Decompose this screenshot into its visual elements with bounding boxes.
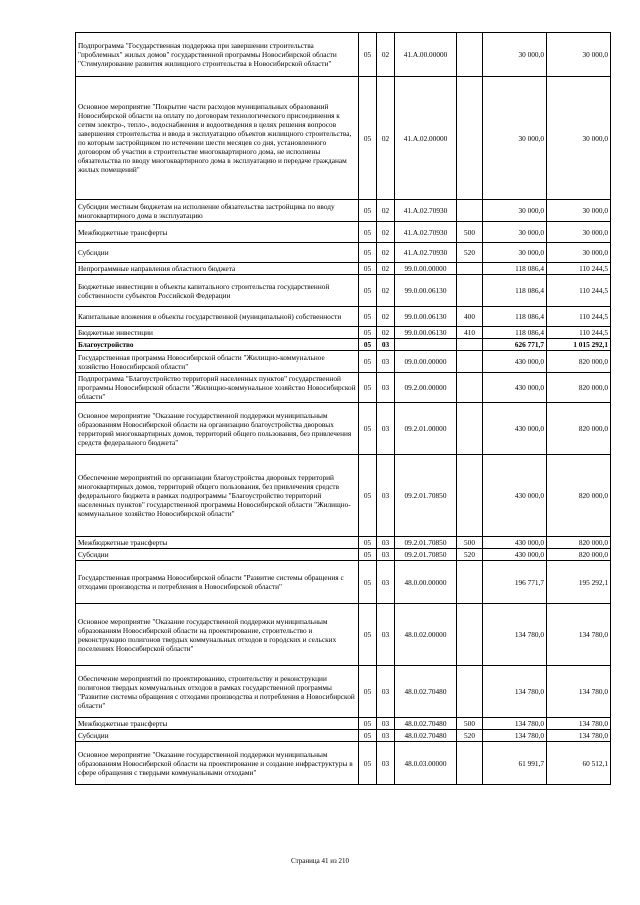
row-amount-year-1: 118 086,4 (483, 263, 547, 275)
row-expense-type (457, 351, 483, 373)
row-expense-type: 520 (457, 730, 483, 742)
row-section: 05 (359, 455, 377, 537)
row-target-article: 48.0.02.00000 (395, 604, 457, 666)
row-section: 05 (359, 263, 377, 275)
row-section: 05 (359, 604, 377, 666)
row-amount-year-2: 134 780,0 (547, 666, 611, 718)
row-target-article: 99.0.00.06130 (395, 307, 457, 327)
row-amount-year-2: 195 292,1 (547, 561, 611, 604)
row-subsection: 03 (377, 339, 395, 351)
table-row (76, 403, 611, 455)
row-name: Бюджетные инвестиции (76, 327, 359, 339)
row-expense-type (457, 200, 483, 222)
row-name: Межбюджетные трансферты (76, 222, 359, 243)
page-number: Страница 41 из 210 (291, 857, 349, 865)
row-subsection: 03 (377, 742, 395, 785)
row-name: Непрограммные направления областного бюджета (76, 263, 359, 275)
row-amount-year-2: 820 000,0 (547, 537, 611, 549)
row-amount-year-1: 30 000,0 (483, 222, 547, 243)
row-expense-type: 500 (457, 222, 483, 243)
row-target-article: 99.0.00.06130 (395, 327, 457, 339)
row-subsection: 02 (377, 77, 395, 200)
row-expense-type (457, 561, 483, 604)
row-section: 05 (359, 666, 377, 718)
table-row (76, 561, 611, 604)
row-expense-type (457, 339, 483, 351)
row-amount-year-1: 430 000,0 (483, 373, 547, 403)
row-target-article: 09.0.00.00000 (395, 351, 457, 373)
row-expense-type: 410 (457, 327, 483, 339)
row-expense-type (457, 263, 483, 275)
row-section: 05 (359, 718, 377, 730)
table-row (76, 339, 611, 351)
row-amount-year-1: 430 000,0 (483, 455, 547, 537)
row-section: 05 (359, 327, 377, 339)
row-amount-year-1: 430 000,0 (483, 537, 547, 549)
row-subsection: 02 (377, 307, 395, 327)
row-expense-type (457, 742, 483, 785)
row-expense-type (457, 604, 483, 666)
row-amount-year-1: 30 000,0 (483, 77, 547, 200)
row-expense-type (457, 455, 483, 537)
row-expense-type (457, 33, 483, 77)
row-amount-year-1: 118 086,4 (483, 307, 547, 327)
row-expense-type (457, 275, 483, 307)
row-expense-type (457, 77, 483, 200)
row-subsection: 03 (377, 561, 395, 604)
table-row (76, 33, 611, 77)
row-name: Субсидии (76, 730, 359, 742)
row-target-article: 48.0.02.70480 (395, 718, 457, 730)
row-amount-year-2: 820 000,0 (547, 549, 611, 561)
row-expense-type (457, 403, 483, 455)
row-name: Подпрограмма "Благоустройство территорий населенных пунктов" государственной программы Новосибирской области "Жилищно-коммунальное хозяйство Новосибирской области" (76, 373, 359, 403)
row-amount-year-2: 60 512,1 (547, 742, 611, 785)
row-target-article: 09.2.01.70850 (395, 455, 457, 537)
row-subsection: 03 (377, 604, 395, 666)
table-row (76, 730, 611, 742)
table-row (76, 373, 611, 403)
row-amount-year-2: 110 244,5 (547, 327, 611, 339)
row-amount-year-1: 118 086,4 (483, 327, 547, 339)
table-row (76, 351, 611, 373)
row-subsection: 03 (377, 666, 395, 718)
row-target-article: 41.А.00.00000 (395, 33, 457, 77)
row-expense-type: 500 (457, 718, 483, 730)
row-target-article: 48.0.02.70480 (395, 666, 457, 718)
table-row (76, 537, 611, 549)
row-section: 05 (359, 243, 377, 263)
row-amount-year-2: 110 244,5 (547, 263, 611, 275)
row-amount-year-2: 820 000,0 (547, 403, 611, 455)
row-section: 05 (359, 373, 377, 403)
row-target-article: 99.0.00.06130 (395, 275, 457, 307)
row-name: Капитальные вложения в объекты государственной (муниципальной) собственности (76, 307, 359, 327)
row-subsection: 03 (377, 549, 395, 561)
row-amount-year-1: 118 086,4 (483, 275, 547, 307)
row-subsection: 02 (377, 243, 395, 263)
table-row (76, 666, 611, 718)
row-subsection: 02 (377, 263, 395, 275)
row-target-article: 41.А.02.00000 (395, 77, 457, 200)
row-subsection: 03 (377, 537, 395, 549)
row-subsection: 02 (377, 275, 395, 307)
row-name: Благоустройство (76, 339, 359, 351)
row-name: Государственная программа Новосибирской области "Жилищно-коммунальное хозяйство Новосибирской области" (76, 351, 359, 373)
row-amount-year-1: 134 780,0 (483, 718, 547, 730)
row-expense-type: 500 (457, 537, 483, 549)
row-target-article (395, 339, 457, 351)
row-amount-year-2: 30 000,0 (547, 33, 611, 77)
row-amount-year-2: 134 780,0 (547, 730, 611, 742)
row-subsection: 02 (377, 222, 395, 243)
row-subsection: 03 (377, 718, 395, 730)
row-section: 05 (359, 307, 377, 327)
row-section: 05 (359, 403, 377, 455)
budget-table (75, 32, 611, 785)
row-subsection: 03 (377, 403, 395, 455)
table-row (76, 718, 611, 730)
row-section: 05 (359, 339, 377, 351)
row-amount-year-2: 30 000,0 (547, 222, 611, 243)
table-row (76, 222, 611, 243)
row-amount-year-1: 134 780,0 (483, 730, 547, 742)
row-expense-type: 400 (457, 307, 483, 327)
row-amount-year-1: 430 000,0 (483, 549, 547, 561)
row-target-article: 41.А.02.70930 (395, 222, 457, 243)
row-name: Основное мероприятие "Оказание государственной поддержки муниципальным образованиям Новосибирской области на организацию благоустройства дворовых территорий многоквартирных домов, территорий общего пользования, без привлечения средств федерального бюджета" (76, 403, 359, 455)
row-section: 05 (359, 537, 377, 549)
row-expense-type: 520 (457, 549, 483, 561)
row-section: 05 (359, 222, 377, 243)
row-amount-year-2: 134 780,0 (547, 604, 611, 666)
row-name: Основное мероприятие "Оказание государственной поддержки муниципальным образованиям Новосибирской области на проектирование и создание инфраструктуры в сфере обращения с твердыми коммунальными отходами" (76, 742, 359, 785)
row-section: 05 (359, 351, 377, 373)
row-name: Обеспечение мероприятий по проектированию, строительству и реконструкции полигонов твердых коммунальных отходов в рамках государственной программы "Развитие системы обращения с отходами производства и потребления в Новосибирской области" (76, 666, 359, 718)
row-subsection: 03 (377, 373, 395, 403)
row-amount-year-2: 820 000,0 (547, 351, 611, 373)
row-name: Межбюджетные трансферты (76, 718, 359, 730)
row-amount-year-2: 820 000,0 (547, 455, 611, 537)
row-target-article: 09.2.01.70850 (395, 549, 457, 561)
row-name: Обеспечение мероприятий по организации благоустройства дворовых территорий многоквартирных домов, территорий общего пользования, без привлечения средств федерального бюджета в рамках подпрограммы "Благоустройство территорий населенных пунктов" государственной программы Новосибирской области "Жилищно-коммунальное хозяйство Новосибирской области" (76, 455, 359, 537)
row-amount-year-1: 430 000,0 (483, 403, 547, 455)
row-subsection: 03 (377, 351, 395, 373)
row-amount-year-1: 61 991,7 (483, 742, 547, 785)
row-section: 05 (359, 730, 377, 742)
table-row (76, 327, 611, 339)
table-row (76, 275, 611, 307)
row-amount-year-1: 30 000,0 (483, 200, 547, 222)
table-row (76, 243, 611, 263)
row-subsection: 02 (377, 33, 395, 77)
row-expense-type (457, 666, 483, 718)
row-amount-year-2: 110 244,5 (547, 307, 611, 327)
row-subsection: 03 (377, 455, 395, 537)
row-expense-type: 520 (457, 243, 483, 263)
row-name: Основное мероприятие "Покрытие части расходов муниципальных образований Новосибирской области на оплату по договорам технологического присоединения к сетям электро-, тепло-, водоснабжения и водоотведения в целях решения вопросов завершения строительства и ввода в эксплуатацию объектов жилищного строительства, по которым застройщиком по истечении шести месяцев со дня, установленного договором об участии в строительстве многоквартирного дома, не исполнены обязательства по вводу многоквартирного дома в эксплуатацию и передаче гражданам жилых помещений" (76, 77, 359, 200)
row-section: 05 (359, 275, 377, 307)
row-name: Субсидии (76, 243, 359, 263)
row-amount-year-1: 626 771,7 (483, 339, 547, 351)
row-section: 05 (359, 549, 377, 561)
row-section: 05 (359, 200, 377, 222)
row-subsection: 02 (377, 327, 395, 339)
row-expense-type (457, 373, 483, 403)
row-name: Государственная программа Новосибирской области "Развитие системы обращения с отходами производства и потребления в Новосибирской области" (76, 561, 359, 604)
row-amount-year-2: 820 000,0 (547, 373, 611, 403)
row-amount-year-1: 30 000,0 (483, 33, 547, 77)
row-name: Основное мероприятие "Оказание государственной поддержки муниципальным образованиям Новосибирской области на проектирование, строительство и реконструкцию полигонов твердых коммунальных отходов в городских и сельских поселениях Новосибирской области" (76, 604, 359, 666)
table-row (76, 263, 611, 275)
row-subsection: 02 (377, 200, 395, 222)
table-row (76, 307, 611, 327)
row-amount-year-2: 1 015 292,1 (547, 339, 611, 351)
row-name: Субсидии (76, 549, 359, 561)
row-section: 05 (359, 77, 377, 200)
row-section: 05 (359, 561, 377, 604)
row-target-article: 09.2.01.00000 (395, 403, 457, 455)
row-amount-year-1: 134 780,0 (483, 604, 547, 666)
row-amount-year-1: 430 000,0 (483, 351, 547, 373)
row-target-article: 48.0.00.00000 (395, 561, 457, 604)
row-subsection: 03 (377, 730, 395, 742)
row-section: 05 (359, 742, 377, 785)
row-target-article: 48.0.03.00000 (395, 742, 457, 785)
row-amount-year-2: 134 780,0 (547, 718, 611, 730)
row-target-article: 41.А.02.70930 (395, 200, 457, 222)
table-row (76, 742, 611, 785)
row-target-article: 09.2.01.70850 (395, 537, 457, 549)
row-amount-year-2: 30 000,0 (547, 77, 611, 200)
row-name: Субсидии местным бюджетам на исполнение обязательства застройщика по вводу многоквартирного дома в эксплуатацию (76, 200, 359, 222)
table-row (76, 604, 611, 666)
row-name: Бюджетные инвестиции в объекты капитального строительства государственной собственности субъектов Российской Федерации (76, 275, 359, 307)
row-amount-year-1: 30 000,0 (483, 243, 547, 263)
row-amount-year-1: 196 771,7 (483, 561, 547, 604)
row-name: Подпрограмма "Государственная поддержка при завершении строительства "проблемных" жилых домов" государственной программы Новосибирской области "Стимулирование развития жилищного строительства в Новосибирской области" (76, 33, 359, 77)
row-amount-year-2: 30 000,0 (547, 200, 611, 222)
row-name: Межбюджетные трансферты (76, 537, 359, 549)
row-target-article: 41.А.02.70930 (395, 243, 457, 263)
row-target-article: 09.2.00.00000 (395, 373, 457, 403)
row-amount-year-2: 30 000,0 (547, 243, 611, 263)
table-row (76, 200, 611, 222)
row-target-article: 48.0.02.70480 (395, 730, 457, 742)
table-row (76, 549, 611, 561)
row-target-article: 99.0.00.00000 (395, 263, 457, 275)
budget-table-body (76, 33, 611, 785)
table-row (76, 455, 611, 537)
row-section: 05 (359, 33, 377, 77)
row-amount-year-1: 134 780,0 (483, 666, 547, 718)
table-row (76, 77, 611, 200)
row-amount-year-2: 110 244,5 (547, 275, 611, 307)
